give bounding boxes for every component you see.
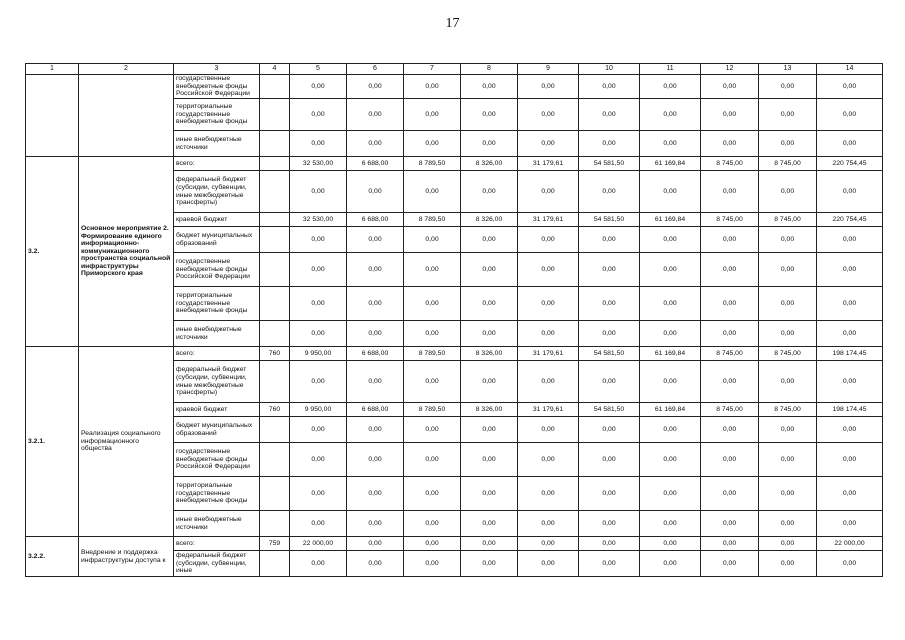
value-cell-col-11: 0,00: [640, 321, 701, 347]
value-cell-col-5: 0,00: [290, 551, 347, 577]
col-4-code: 760: [260, 347, 290, 361]
value-cell-col-7: 0,00: [404, 537, 461, 551]
col-4-code: [260, 321, 290, 347]
header-row: [26, 64, 883, 75]
col-4-code: [260, 511, 290, 537]
table-body: [26, 75, 883, 577]
value-cell-col-9: 0,00: [518, 171, 579, 213]
column-header-11: 11: [640, 64, 701, 75]
col-4-code: [260, 131, 290, 157]
value-cell-col-5: 32 530,00: [290, 157, 347, 171]
value-cell-col-14: 22 000,00: [817, 537, 883, 551]
column-header-1: 1: [26, 64, 79, 75]
item-code: [26, 75, 79, 157]
value-cell-col-10: 54 581,50: [579, 403, 640, 417]
column-header-5: 5: [290, 64, 347, 75]
column-header-2: 2: [79, 64, 174, 75]
funding-source: федеральный бюджет (субсидии, субвенции, иные: [174, 551, 260, 577]
value-cell-col-8: 0,00: [461, 227, 518, 253]
column-header-9: 9: [518, 64, 579, 75]
funding-source: иные внебюджетные источники: [174, 321, 260, 347]
value-cell-col-10: 54 581,50: [579, 213, 640, 227]
value-cell-col-5: 9 950,00: [290, 347, 347, 361]
value-cell-col-13: 0,00: [759, 477, 817, 511]
value-cell-col-10: 0,00: [579, 551, 640, 577]
value-cell-col-14: 0,00: [817, 171, 883, 213]
value-cell-col-8: 0,00: [461, 361, 518, 403]
value-cell-col-14: 0,00: [817, 511, 883, 537]
value-cell-col-8: 0,00: [461, 99, 518, 131]
value-cell-col-6: 6 688,00: [347, 347, 404, 361]
value-cell-col-7: 0,00: [404, 417, 461, 443]
value-cell-col-5: 0,00: [290, 321, 347, 347]
value-cell-col-14: 0,00: [817, 443, 883, 477]
value-cell-col-7: 0,00: [404, 477, 461, 511]
value-cell-col-13: 8 745,00: [759, 157, 817, 171]
value-cell-col-14: 0,00: [817, 131, 883, 157]
value-cell-col-11: 0,00: [640, 361, 701, 403]
col-4-code: [260, 213, 290, 227]
value-cell-col-10: 0,00: [579, 253, 640, 287]
value-cell-col-14: 198 174,45: [817, 347, 883, 361]
value-cell-col-14: 0,00: [817, 417, 883, 443]
col-4-code: [260, 443, 290, 477]
value-cell-col-12: 0,00: [701, 443, 759, 477]
item-code: 3.2.2.: [26, 537, 79, 577]
value-cell-col-6: 0,00: [347, 361, 404, 403]
value-cell-col-9: 0,00: [518, 131, 579, 157]
value-cell-col-14: 0,00: [817, 75, 883, 99]
page-number: 17: [445, 16, 460, 31]
value-cell-col-9: 0,00: [518, 537, 579, 551]
value-cell-col-13: 0,00: [759, 171, 817, 213]
value-cell-col-12: 0,00: [701, 511, 759, 537]
value-cell-col-8: 8 326,00: [461, 157, 518, 171]
value-cell-col-5: 0,00: [290, 287, 347, 321]
value-cell-col-6: 0,00: [347, 253, 404, 287]
value-cell-col-12: 0,00: [701, 99, 759, 131]
value-cell-col-9: 0,00: [518, 443, 579, 477]
column-header-4: 4: [260, 64, 290, 75]
value-cell-col-13: 0,00: [759, 75, 817, 99]
value-cell-col-8: 0,00: [461, 253, 518, 287]
value-cell-col-7: 0,00: [404, 99, 461, 131]
value-cell-col-5: 22 000,00: [290, 537, 347, 551]
value-cell-col-5: 32 530,00: [290, 213, 347, 227]
value-cell-col-7: 0,00: [404, 227, 461, 253]
value-cell-col-12: 0,00: [701, 227, 759, 253]
value-cell-col-6: 0,00: [347, 321, 404, 347]
value-cell-col-8: 0,00: [461, 417, 518, 443]
value-cell-col-5: 9 950,00: [290, 403, 347, 417]
value-cell-col-7: 0,00: [404, 511, 461, 537]
value-cell-col-11: 0,00: [640, 287, 701, 321]
value-cell-col-9: 0,00: [518, 99, 579, 131]
item-code: 3.2.: [26, 157, 79, 347]
col-4-code: [260, 99, 290, 131]
value-cell-col-11: 0,00: [640, 477, 701, 511]
value-cell-col-12: 0,00: [701, 551, 759, 577]
value-cell-col-13: 0,00: [759, 321, 817, 347]
value-cell-col-7: 0,00: [404, 171, 461, 213]
value-cell-col-8: 0,00: [461, 131, 518, 157]
value-cell-col-10: 0,00: [579, 99, 640, 131]
col-4-code: [260, 157, 290, 171]
value-cell-col-7: 8 789,50: [404, 347, 461, 361]
value-cell-col-11: 61 169,84: [640, 157, 701, 171]
value-cell-col-13: 0,00: [759, 253, 817, 287]
value-cell-col-11: 0,00: [640, 417, 701, 443]
funding-source: бюджет муниципальных образований: [174, 417, 260, 443]
value-cell-col-6: 0,00: [347, 551, 404, 577]
value-cell-col-5: 0,00: [290, 361, 347, 403]
value-cell-col-13: 0,00: [759, 537, 817, 551]
item-code: 3.2.1.: [26, 347, 79, 537]
value-cell-col-5: 0,00: [290, 75, 347, 99]
value-cell-col-7: 0,00: [404, 551, 461, 577]
value-cell-col-6: 0,00: [347, 75, 404, 99]
funding-source: всего:: [174, 537, 260, 551]
col-4-code: [260, 253, 290, 287]
column-header-6: 6: [347, 64, 404, 75]
value-cell-col-8: 0,00: [461, 75, 518, 99]
value-cell-col-9: 0,00: [518, 227, 579, 253]
value-cell-col-8: 8 326,00: [461, 347, 518, 361]
funding-source: краевой бюджет: [174, 213, 260, 227]
value-cell-col-12: 0,00: [701, 361, 759, 403]
value-cell-col-7: 8 789,50: [404, 157, 461, 171]
col-4-code: [260, 477, 290, 511]
value-cell-col-9: 0,00: [518, 477, 579, 511]
value-cell-col-11: 0,00: [640, 443, 701, 477]
column-header-3: 3: [174, 64, 260, 75]
funding-source: территориальные государственные внебюджетные фонды: [174, 477, 260, 511]
value-cell-col-14: 220 754,45: [817, 157, 883, 171]
value-cell-col-9: 31 179,61: [518, 347, 579, 361]
value-cell-col-11: 0,00: [640, 131, 701, 157]
value-cell-col-9: 0,00: [518, 75, 579, 99]
value-cell-col-5: 0,00: [290, 171, 347, 213]
column-header-8: 8: [461, 64, 518, 75]
value-cell-col-10: 0,00: [579, 443, 640, 477]
value-cell-col-13: 8 745,00: [759, 403, 817, 417]
value-cell-col-8: 0,00: [461, 537, 518, 551]
value-cell-col-6: 6 688,00: [347, 213, 404, 227]
value-cell-col-12: 0,00: [701, 131, 759, 157]
value-cell-col-6: 0,00: [347, 417, 404, 443]
value-cell-col-12: 8 745,00: [701, 403, 759, 417]
value-cell-col-10: 0,00: [579, 361, 640, 403]
value-cell-col-9: 31 179,61: [518, 403, 579, 417]
value-cell-col-9: 31 179,61: [518, 157, 579, 171]
value-cell-col-7: 0,00: [404, 443, 461, 477]
value-cell-col-11: 61 169,84: [640, 403, 701, 417]
value-cell-col-12: 8 745,00: [701, 157, 759, 171]
column-header-13: 13: [759, 64, 817, 75]
item-name: Внедрение и поддержка инфраструктуры доступа к: [79, 537, 174, 577]
value-cell-col-8: 0,00: [461, 287, 518, 321]
value-cell-col-14: 198 174,45: [817, 403, 883, 417]
value-cell-col-6: 0,00: [347, 171, 404, 213]
value-cell-col-9: 0,00: [518, 511, 579, 537]
value-cell-col-14: 220 754,45: [817, 213, 883, 227]
value-cell-col-5: 0,00: [290, 443, 347, 477]
value-cell-col-11: 0,00: [640, 551, 701, 577]
value-cell-col-10: 0,00: [579, 321, 640, 347]
col-4-code: [260, 171, 290, 213]
column-header-12: 12: [701, 64, 759, 75]
col-4-code: [260, 287, 290, 321]
funding-source: территориальные государственные внебюджетные фонды: [174, 287, 260, 321]
col-4-code: 759: [260, 537, 290, 551]
value-cell-col-13: 0,00: [759, 361, 817, 403]
value-cell-col-5: 0,00: [290, 417, 347, 443]
value-cell-col-7: 0,00: [404, 321, 461, 347]
value-cell-col-11: 61 169,84: [640, 347, 701, 361]
value-cell-col-6: 0,00: [347, 511, 404, 537]
value-cell-col-6: 0,00: [347, 99, 404, 131]
value-cell-col-12: 0,00: [701, 417, 759, 443]
item-name: Основное мероприятие 2. Формирование единого информационно-коммуникационного пространства социальной инфраструктуры Приморского края: [79, 157, 174, 347]
value-cell-col-6: 0,00: [347, 443, 404, 477]
value-cell-col-14: 0,00: [817, 321, 883, 347]
value-cell-col-14: 0,00: [817, 99, 883, 131]
table-row: [26, 75, 883, 99]
value-cell-col-14: 0,00: [817, 287, 883, 321]
value-cell-col-12: 0,00: [701, 537, 759, 551]
value-cell-col-14: 0,00: [817, 551, 883, 577]
value-cell-col-5: 0,00: [290, 227, 347, 253]
value-cell-col-10: 54 581,50: [579, 347, 640, 361]
value-cell-col-13: 0,00: [759, 227, 817, 253]
value-cell-col-10: 54 581,50: [579, 157, 640, 171]
item-name: [79, 75, 174, 157]
value-cell-col-7: 0,00: [404, 287, 461, 321]
value-cell-col-8: 0,00: [461, 551, 518, 577]
value-cell-col-13: 0,00: [759, 443, 817, 477]
value-cell-col-13: 0,00: [759, 99, 817, 131]
value-cell-col-14: 0,00: [817, 361, 883, 403]
funding-source: государственные внебюджетные фонды Российской Федерации: [174, 75, 260, 99]
funding-source: краевой бюджет: [174, 403, 260, 417]
value-cell-col-7: 0,00: [404, 75, 461, 99]
value-cell-col-10: 0,00: [579, 131, 640, 157]
value-cell-col-12: 0,00: [701, 287, 759, 321]
value-cell-col-8: 0,00: [461, 511, 518, 537]
value-cell-col-8: 0,00: [461, 477, 518, 511]
value-cell-col-6: 6 688,00: [347, 157, 404, 171]
value-cell-col-11: 0,00: [640, 171, 701, 213]
value-cell-col-11: 0,00: [640, 227, 701, 253]
value-cell-col-6: 0,00: [347, 287, 404, 321]
value-cell-col-10: 0,00: [579, 477, 640, 511]
value-cell-col-12: 8 745,00: [701, 213, 759, 227]
item-name: Реализация социального информационного общества: [79, 347, 174, 537]
value-cell-col-6: 0,00: [347, 131, 404, 157]
value-cell-col-5: 0,00: [290, 131, 347, 157]
funding-source: территориальные государственные внебюджетные фонды: [174, 99, 260, 131]
value-cell-col-13: 8 745,00: [759, 213, 817, 227]
funding-source: государственные внебюджетные фонды Российской Федерации: [174, 253, 260, 287]
value-cell-col-10: 0,00: [579, 227, 640, 253]
value-cell-col-11: 0,00: [640, 99, 701, 131]
value-cell-col-10: 0,00: [579, 75, 640, 99]
value-cell-col-8: 0,00: [461, 171, 518, 213]
funding-source: федеральный бюджет (субсидии, субвенции, иные межбюджетные трансферты): [174, 171, 260, 213]
value-cell-col-10: 0,00: [579, 511, 640, 537]
value-cell-col-9: 0,00: [518, 253, 579, 287]
value-cell-col-12: 0,00: [701, 253, 759, 287]
value-cell-col-13: 0,00: [759, 551, 817, 577]
value-cell-col-14: 0,00: [817, 227, 883, 253]
column-header-10: 10: [579, 64, 640, 75]
value-cell-col-9: 0,00: [518, 361, 579, 403]
value-cell-col-6: 0,00: [347, 227, 404, 253]
value-cell-col-12: 0,00: [701, 477, 759, 511]
col-4-code: [260, 75, 290, 99]
value-cell-col-12: 0,00: [701, 75, 759, 99]
value-cell-col-6: 6 688,00: [347, 403, 404, 417]
value-cell-col-13: 0,00: [759, 511, 817, 537]
column-header-7: 7: [404, 64, 461, 75]
value-cell-col-8: 0,00: [461, 321, 518, 347]
value-cell-col-12: 0,00: [701, 171, 759, 213]
value-cell-col-6: 0,00: [347, 477, 404, 511]
funding-source: бюджет муниципальных образований: [174, 227, 260, 253]
value-cell-col-5: 0,00: [290, 477, 347, 511]
value-cell-col-7: 8 789,50: [404, 213, 461, 227]
value-cell-col-13: 0,00: [759, 287, 817, 321]
value-cell-col-11: 0,00: [640, 537, 701, 551]
value-cell-col-11: 0,00: [640, 253, 701, 287]
value-cell-col-8: 8 326,00: [461, 213, 518, 227]
value-cell-col-10: 0,00: [579, 171, 640, 213]
value-cell-col-13: 8 745,00: [759, 347, 817, 361]
col-4-code: [260, 227, 290, 253]
value-cell-col-7: 0,00: [404, 131, 461, 157]
budget-table: [25, 63, 883, 577]
value-cell-col-11: 0,00: [640, 511, 701, 537]
value-cell-col-5: 0,00: [290, 253, 347, 287]
value-cell-col-13: 0,00: [759, 417, 817, 443]
value-cell-col-7: 8 789,50: [404, 403, 461, 417]
value-cell-col-10: 0,00: [579, 417, 640, 443]
value-cell-col-14: 0,00: [817, 253, 883, 287]
column-header-14: 14: [817, 64, 883, 75]
value-cell-col-11: 0,00: [640, 75, 701, 99]
value-cell-col-9: 0,00: [518, 287, 579, 321]
col-4-code: [260, 361, 290, 403]
funding-source: всего:: [174, 157, 260, 171]
value-cell-col-6: 0,00: [347, 537, 404, 551]
value-cell-col-5: 0,00: [290, 511, 347, 537]
value-cell-col-7: 0,00: [404, 253, 461, 287]
value-cell-col-5: 0,00: [290, 99, 347, 131]
table-row: [26, 537, 883, 551]
col-4-code: [260, 417, 290, 443]
value-cell-col-7: 0,00: [404, 361, 461, 403]
value-cell-col-8: 8 326,00: [461, 403, 518, 417]
value-cell-col-14: 0,00: [817, 477, 883, 511]
funding-source: иные внебюджетные источники: [174, 131, 260, 157]
col-4-code: [260, 551, 290, 577]
funding-source: государственные внебюджетные фонды Российской Федерации: [174, 443, 260, 477]
value-cell-col-9: 0,00: [518, 321, 579, 347]
funding-source: федеральный бюджет (субсидии, субвенции, иные межбюджетные трансферты): [174, 361, 260, 403]
value-cell-col-13: 0,00: [759, 131, 817, 157]
value-cell-col-9: 0,00: [518, 417, 579, 443]
value-cell-col-10: 0,00: [579, 287, 640, 321]
funding-source: иные внебюджетные источники: [174, 511, 260, 537]
value-cell-col-12: 0,00: [701, 321, 759, 347]
value-cell-col-10: 0,00: [579, 537, 640, 551]
value-cell-col-12: 8 745,00: [701, 347, 759, 361]
table-row: [26, 157, 883, 171]
value-cell-col-9: 31 179,61: [518, 213, 579, 227]
value-cell-col-9: 0,00: [518, 551, 579, 577]
value-cell-col-8: 0,00: [461, 443, 518, 477]
table-row: [26, 347, 883, 361]
value-cell-col-11: 61 169,84: [640, 213, 701, 227]
funding-source: всего:: [174, 347, 260, 361]
col-4-code: 760: [260, 403, 290, 417]
